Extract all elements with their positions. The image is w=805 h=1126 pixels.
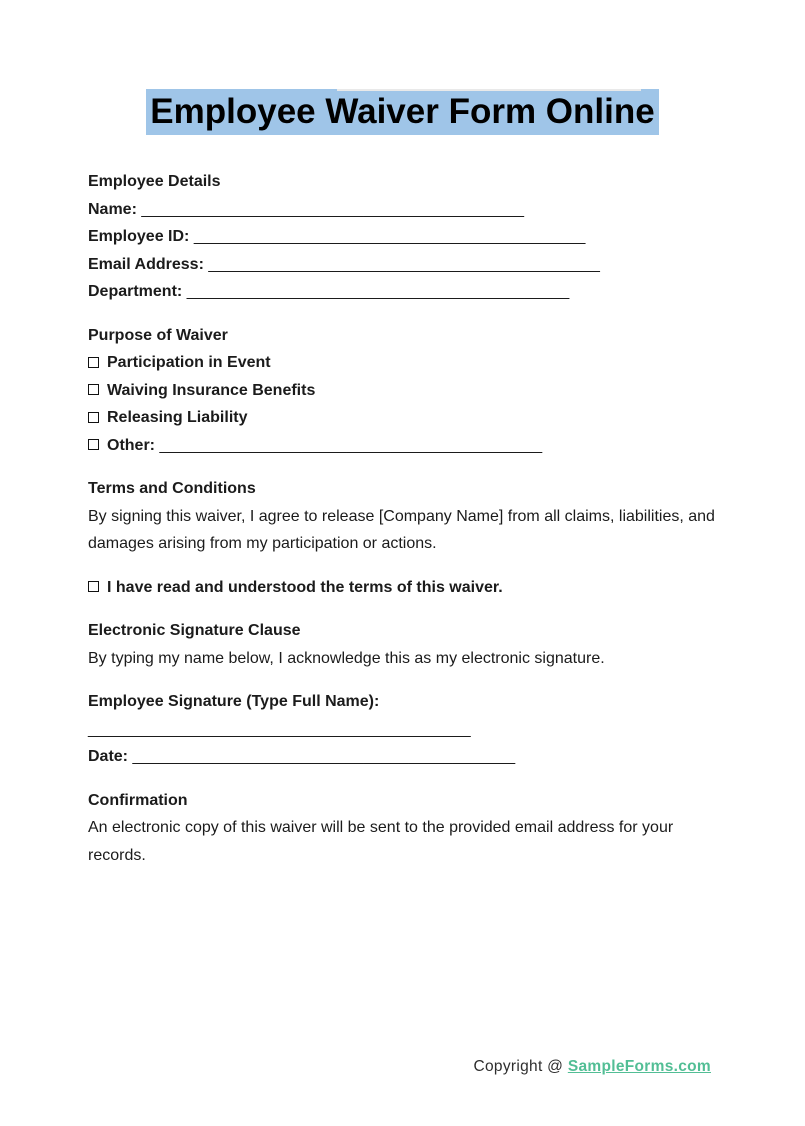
field-department	[88, 278, 717, 306]
terms-body: By signing this waiver, I agree to release [Company Name] from all claims, liabilities, and damages arising from my participation or actions.	[88, 507, 715, 552]
checkbox-acknowledgement-icon[interactable]	[88, 581, 99, 592]
field-email-label: Email Address:	[88, 255, 204, 273]
document-title: Employee Waiver Form Online	[146, 89, 658, 135]
field-email	[88, 251, 717, 279]
employee-details-heading: Employee Details	[88, 173, 221, 190]
field-name-label: Name:	[88, 200, 137, 218]
option-other-label: Other:	[107, 436, 155, 454]
option-other-blank-line: ___________________________________________	[159, 436, 543, 454]
section-terms	[88, 475, 717, 558]
checkbox-waiving-insurance-icon[interactable]	[88, 384, 99, 395]
field-name-blank-line: ___________________________________________	[141, 200, 524, 218]
purpose-heading: Purpose of Waiver	[88, 326, 228, 344]
copyright-text: Copyright @	[473, 1058, 568, 1075]
option-other	[88, 432, 717, 460]
section-esign-clause	[88, 617, 717, 672]
date-label: Date:	[88, 748, 129, 765]
top-cutoff-divider	[337, 89, 641, 91]
section-purpose-of-waiver	[88, 322, 717, 460]
confirmation-body: An electronic copy of this waiver will be sent to the provided email address for your records.	[88, 819, 674, 864]
signature-blank-line: ___________________________________________	[88, 720, 471, 738]
date-blank-line: ___________________________________________	[132, 748, 516, 765]
field-employee-id	[88, 223, 717, 251]
option-participation	[88, 349, 717, 377]
terms-heading: Terms and Conditions	[88, 480, 256, 497]
option-releasing-liability-label: Releasing Liability	[107, 409, 248, 426]
footer-link[interactable]: SampleForms.com	[567, 1058, 711, 1075]
section-signature	[88, 688, 717, 771]
option-waiving-insurance-label: Waiving Insurance Benefits	[107, 381, 316, 399]
checkbox-participation-icon[interactable]	[88, 357, 99, 368]
acknowledgement-label: I have read and understood the terms of this waiver.	[107, 578, 503, 596]
field-name	[88, 196, 717, 224]
section-confirmation	[88, 787, 717, 870]
checkbox-releasing-liability-icon[interactable]	[88, 412, 99, 423]
field-employee-id-label: Employee ID:	[88, 228, 190, 245]
document-body	[88, 168, 717, 869]
confirmation-heading: Confirmation	[88, 791, 188, 809]
field-department-label: Department:	[88, 283, 183, 300]
title-row	[0, 89, 805, 135]
signature-label: Employee Signature (Type Full Name):	[88, 693, 380, 710]
field-email-blank-line: ____________________________________________	[208, 255, 600, 273]
field-date	[88, 743, 717, 771]
esign-heading: Electronic Signature Clause	[88, 622, 301, 639]
section-employee-details	[88, 168, 717, 306]
acknowledgement-row	[88, 574, 717, 602]
checkbox-other-icon[interactable]	[88, 439, 99, 450]
esign-body: By typing my name below, I acknowledge this as my electronic signature.	[88, 649, 605, 667]
option-releasing-liability	[88, 404, 717, 432]
option-waiving-insurance	[88, 377, 717, 405]
field-employee-id-blank-line: ____________________________________________	[193, 228, 586, 245]
footer-copyright	[474, 1056, 711, 1078]
option-participation-label: Participation in Event	[107, 354, 271, 371]
field-department-blank-line: ___________________________________________	[186, 283, 570, 300]
